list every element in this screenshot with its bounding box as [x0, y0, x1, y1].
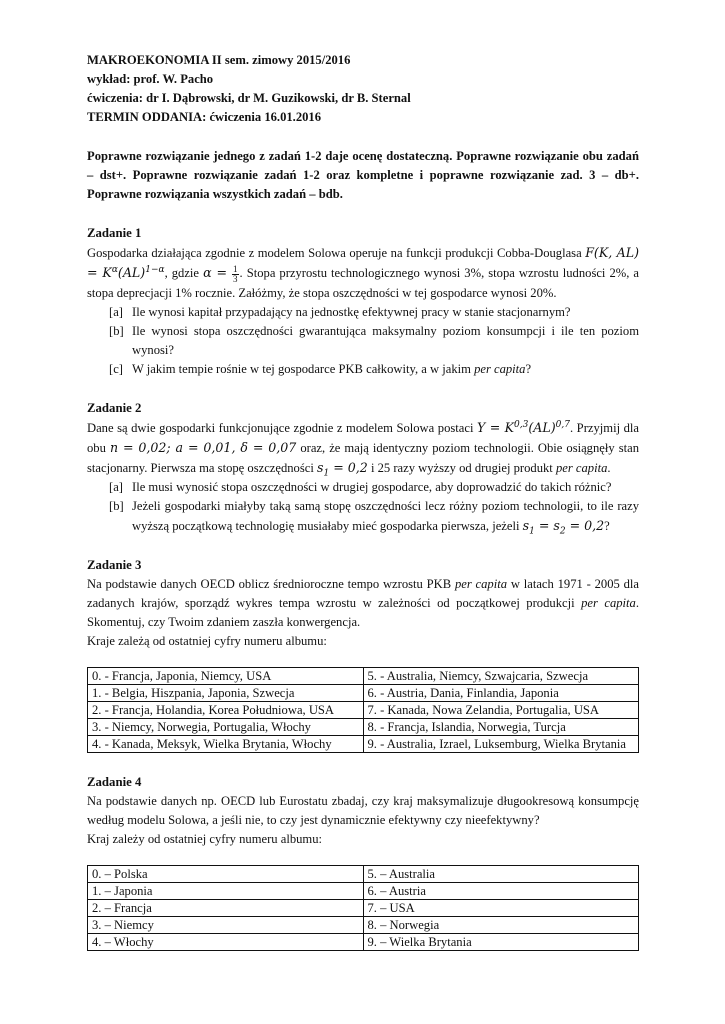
- task2-title: Zadanie 2: [87, 400, 142, 415]
- table-cell: 9. - Australia, Izrael, Luksemburg, Wielka Brytania: [363, 735, 639, 752]
- task2-s1: $s_1 = 0,2$: [317, 459, 368, 479]
- table-cell: 6. - Austria, Dania, Finlandia, Japonia: [363, 684, 639, 701]
- task1-intro: Gospodarka działająca zgodnie z modelem Solowa operuje na funkcji produkcji Cobba-Douglasa F(K, $AL) = K^\alpha(AL)^{1-\alpha}$, gdzie α = $\frac{1}{3}$ . Stopa przyrostu technologicznego wynosi 3%, stopa wzrostu ludności 2%, a stopa deprecjacji 1% rocznie. Załóżmy, że stopa oszczędności w tej gospodarce wynosi 20%.: [87, 245, 640, 300]
- task2-item-a: [a] Ile musi wynosić stopa oszczędności w drugiej gospodarce, aby doprowadzić do takich różnic?: [109, 479, 612, 494]
- table-cell: 0. - Francja, Japonia, Niemcy, USA: [88, 667, 364, 684]
- task1-item-a: [a] Ile wynosi kapitał przypadający na jednostkę efektywnej pracy w stanie stacjonarnym?: [109, 304, 571, 319]
- table-cell: 0. – Polska: [88, 865, 364, 882]
- table-cell: 2. - Francja, Holandia, Korea Południowa, USA: [88, 701, 364, 718]
- table-row: [88, 718, 639, 735]
- task4-title: Zadanie 4: [87, 774, 142, 789]
- table-row: [88, 735, 639, 752]
- task3-text: Na podstawie danych OECD oblicz średnioroczne tempo wzrostu PKB per capita w latach 1971 - 2005 dla zadanych krajów, sporządź wykres tempa wzrostu w zależności od początkowej produkcji per capita. Skomentuj, czy Twoim zdaniem zaszła konwergencja.: [87, 576, 639, 629]
- table-cell: 1. - Belgia, Hiszpania, Japonia, Szwecja: [88, 684, 364, 701]
- lecturer-line: wykład: prof. W. Pacho: [87, 72, 214, 86]
- table-cell: 7. - Kanada, Nowa Zelandia, Portugalia, USA: [363, 701, 639, 718]
- task2-intro: Dane są dwie gospodarki funkcjonujące zgodnie z modelem Solowa postaci Y = K$^{0,3}$(AL)$^{0,7}$. Przyjmij dla obu n = 0,02; a = 0,01, δ = 0,07 oraz, że mają identyczny poziom technologii. Obie osiągnęły stan stacjonarny. Pierwsza ma stopę oszczędności $s_1 = 0,2$ i 25 razy wyższy od drugiej produkt per capita.: [87, 419, 639, 479]
- task1-alpha: α =: [203, 265, 228, 280]
- table-cell: 7. – USA: [363, 899, 639, 916]
- instructors-line: ćwiczenia: dr I. Dąbrowski, dr M. Guzikowski, dr B. Sternal: [87, 91, 411, 105]
- task1-alpha-fraction: $\frac{1}{3}$: [233, 263, 238, 284]
- table-cell: 5. - Australia, Niemcy, Szwajcaria, Szwecja: [363, 667, 639, 684]
- table-cell: 5. – Australia: [363, 865, 639, 882]
- table-row: [88, 701, 639, 718]
- table-row: [88, 933, 639, 950]
- table-cell: 8. - Francja, Islandia, Norwegia, Turcja: [363, 718, 639, 735]
- table-cell: 8. – Norwegia: [363, 916, 639, 933]
- table-row: [88, 899, 639, 916]
- table-cell: 6. – Austria: [363, 882, 639, 899]
- document-header: [87, 51, 639, 127]
- task4-text: Na podstawie danych np. OECD lub Eurostatu zbadaj, czy kraj maksymalizuje długookresową konsumpcję według modelu Solowa, a jeśli nie, to czy jest dynamicznie efektywny czy nieefektywny?: [87, 793, 639, 827]
- table-row: [88, 667, 639, 684]
- table-row: [88, 916, 639, 933]
- task2-production-function: Y = K$^{0,3}$(AL)$^{0,7}$: [476, 419, 570, 435]
- table-cell: 4. – Włochy: [88, 933, 364, 950]
- task1-item-c: [c] W jakim tempie rośnie w tej gospodarce PKB całkowity, a w jakim per capita?: [109, 361, 532, 376]
- task1-title: Zadanie 1: [87, 226, 142, 240]
- table-row: [88, 684, 639, 701]
- table-cell: 2. – Francja: [88, 899, 364, 916]
- table-row: [88, 865, 639, 882]
- task2-items: [87, 478, 639, 536]
- task1-production-function: F(K, $AL) = K^\alpha(AL)^{1-\alpha}$: [87, 245, 639, 280]
- table-cell: 9. – Wielka Brytania: [363, 933, 639, 950]
- task1-items: [87, 303, 639, 379]
- task3-note: Kraje zależą od ostatniej cyfry numeru albumu:: [87, 633, 327, 648]
- table-row: [88, 882, 639, 899]
- table-cell: 1. – Japonia: [88, 882, 364, 899]
- table-cell: 3. - Niemcy, Norwegia, Portugalia, Włochy: [88, 718, 364, 735]
- deadline-line: TERMIN ODDANIA: ćwiczenia 16.01.2016: [87, 110, 322, 124]
- course-title: MAKROEKONOMIA II sem. zimowy 2015/2016: [87, 53, 351, 67]
- table-cell: 3. – Niemcy: [88, 916, 364, 933]
- task3-country-table: [87, 667, 639, 753]
- task1-item-b: [b] Ile wynosi stopa oszczędności gwarantująca maksymalny poziom konsumpcji i ile ten poziom wynosi?: [109, 323, 639, 357]
- table-cell: 4. - Kanada, Meksyk, Wielka Brytania, Włochy: [88, 735, 364, 752]
- task2-item-b: [b] Jeżeli gospodarki miałyby taką samą stopę oszczędności lecz różny poziom technologii, to ile razy wyższą początkową technologię musiałaby mieć gospodarka pierwsza, jeżeli $s_1 = s_2 = 0,2$?: [109, 498, 639, 537]
- task3-title: Zadanie 3: [87, 557, 142, 572]
- task4-note: Kraj zależy od ostatniej cyfry numeru albumu:: [87, 831, 323, 846]
- task4-country-table: [87, 865, 639, 951]
- task2-params: n = 0,02; a = 0,01, δ = 0,07: [109, 439, 297, 455]
- grading-rules: Poprawne rozwiązanie jednego z zadań 1-2 daje ocenę dostateczną. Poprawne rozwiązanie obu zadań – dst+. Poprawne rozwiązanie zadań 1-2 oraz kompletne i poprawne rozwiązanie zad. 3 – db+. Poprawne rozwiązania wszystkich zadań – bdb.: [87, 149, 639, 201]
